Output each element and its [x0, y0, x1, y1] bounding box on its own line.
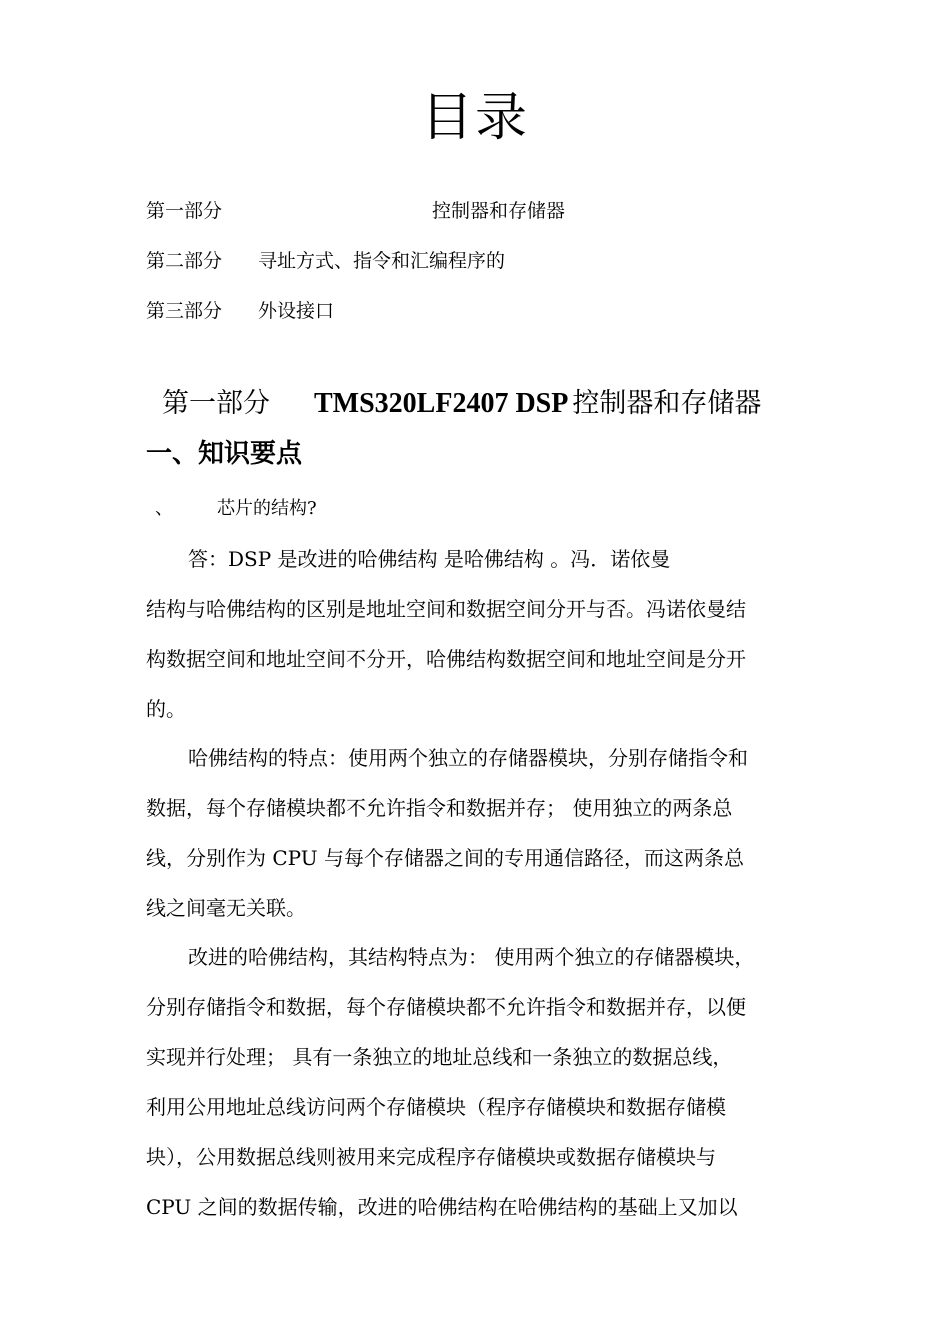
- paragraph-line: 构数据空间和地址空间不分开，哈佛结构数据空间和地址空间是分开: [146, 647, 746, 671]
- paragraph-line: [146, 733, 808, 783]
- toc-part-name: 外设接口: [258, 300, 335, 322]
- toc-entry-1: [146, 198, 566, 224]
- section-heading: [162, 386, 761, 422]
- paragraph-line: 结构与哈佛结构的区别是地址空间和数据空间分开与否。冯诺依曼结: [146, 597, 746, 621]
- paragraph-line: 的。: [146, 697, 186, 721]
- paragraph-line: [146, 534, 808, 584]
- paragraph-line: 数据，每个存储模块都不允许指令和数据并存； 使用独立的两条总: [146, 796, 733, 820]
- paragraph-line: 块），公用数据总线则被用来完成程序存储模块或数据存储模块与: [146, 1145, 716, 1169]
- paragraph-line: 线，分别作为 CPU 与每个存储器之间的专用通信路径，而这两条总: [146, 846, 744, 870]
- question-text: 芯片的结构?: [217, 498, 317, 519]
- section-part-label: 第一部分: [162, 388, 270, 419]
- toc-part-name: 寻址方式、指令和汇编程序的: [258, 250, 506, 272]
- page-title: 目录: [420, 88, 529, 148]
- subheading: 一、知识要点: [146, 439, 303, 469]
- paragraph-line: 线之间毫无关联。: [146, 896, 306, 920]
- toc-part-label: 第三部分: [146, 300, 223, 322]
- line-text: 哈佛结构的特点：使用两个独立的存储器模块，分别存储指令和: [188, 746, 748, 770]
- toc-part-name: 控制器和存储器: [432, 200, 566, 222]
- paragraph-line: 利用公用地址总线访问两个存储模块（程序存储模块和数据存储模: [146, 1095, 726, 1119]
- paragraph-2: [146, 733, 808, 933]
- question-marker: 、: [155, 498, 173, 519]
- paragraph-line: [146, 932, 808, 982]
- line-text: 改进的哈佛结构，其结构特点为： 使用两个独立的存储器模块，: [188, 945, 755, 969]
- toc-part-label: 第二部分: [146, 250, 223, 272]
- paragraph-1: [146, 534, 808, 734]
- section-title-text: 控制器和存储器: [572, 388, 762, 419]
- toc-entry-2: [146, 248, 506, 274]
- toc-entry-3: [146, 298, 335, 324]
- paragraph-3: [146, 932, 808, 1232]
- paragraph-line: 实现并行处理； 具有一条独立的地址总线和一条独立的数据总线，: [146, 1045, 733, 1069]
- paragraph-line: 分别存储指令和数据，每个存储模块都不允许指令和数据并存，以便: [146, 995, 746, 1019]
- question-line: [155, 495, 317, 523]
- paragraph-line: CPU 之间的数据传输，改进的哈佛结构在哈佛结构的基础上又加以: [146, 1195, 738, 1219]
- section-model-name: TMS320LF2407 DSP: [314, 388, 569, 419]
- toc-part-label: 第一部分: [146, 200, 223, 222]
- line-text: 答：DSP 是改进的哈佛结构 是哈佛结构 。冯．诺依曼: [188, 547, 671, 571]
